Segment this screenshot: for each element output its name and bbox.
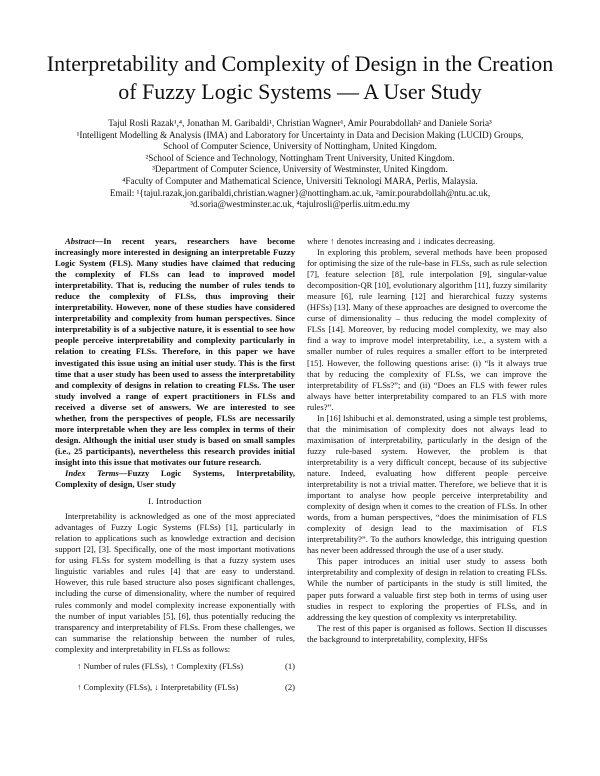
affiliation-4: ⁴Faculty of Computer and Mathematical Science, Universiti Teknologi MARA, Perlis, Malaysia.: [122, 175, 478, 186]
affiliation-1-school: School of Computer Science, University of Nottingham, United Kingdom.: [163, 141, 437, 152]
email-line-1: Email: ¹{tajul.razak,jon.garibaldi,christian.wagner}@nottingham.ac.uk, ²amir.pourabdollah@ntu.ac.uk,: [109, 187, 491, 198]
affiliation-1: ¹Intelligent Modelling & Analysis (IMA) and Laboratory for Uncertainty in Data and Decision Making (LUCID) Groups,: [76, 129, 524, 140]
affiliation-2: ²School of Science and Technology, Nottingham Trent University, United Kingdom.: [145, 152, 455, 163]
equation-1: [55, 661, 295, 672]
equation-2: [55, 682, 295, 693]
right-paragraph-2: In [16] Ishibuchi et al. demonstrated, using a simple test problems, that the minimisation of complexity does not always lead to maximisation of interpretability, particularly in the design of the fuzzy rule-based system. However, the problem is that interpretability is a very difficult concept, because of its subjective nature. Indeed, evaluating how different people perceive interpretability is not a trivial matter. Therefore, we believe that it is important to analyse how people perceive interpretability and complexity of design when it comes to the creation of FLSs. In other words, from a human perspectives, “does the minimisation of FLS complexity of design lead to the maximisation of FLS interpretability?”. To the authors knowledge, this intriguing question has never been addressed through the use of a user study.: [307, 412, 547, 556]
abstract-text: —In recent years, researchers have become increasingly more interested in designing an interpretable Fuzzy Logic System (FLS). Many studies have claimed that reducing the complexity of FLSs can lead to improved model interpretability. That is, reducing the number of rules tends to reduce the complexity of FLSs, thus improving their interpretability. However, none of these studies have considered interpretability and complexity from human perspectives. Since interpretability is of a subjective nature, it is essential to see how people perceive interpretability and complexity particularly in relation to creating FLSs. Therefore, in this paper we have investigated this issue using an initial user study. This is the first time that a user study has been used to assess the interpretability and complexity of designs in relation to creating FLSs. The user study involved a range of expert practitioners in FLSs and received a diverse set of answers. We are interested to see whether, from the perspectives of people, FLSs are necessarily more interpretable when they are less complex in terms of their design. Although the initial user study is based on small samples (i.e., 25 participants), nevertheless this research provides initial insight into this issue that motivates our future research.: [55, 236, 295, 467]
left-column: [55, 236, 295, 703]
affiliation-3: ³Department of Computer Science, University of Westminster, United Kingdom.: [152, 164, 448, 175]
right-paragraph-4: The rest of this paper is organised as follows. Section II discusses the background to interpretability, complexity, HFSs: [307, 622, 547, 644]
equation-2-number: (2): [284, 681, 295, 692]
index-terms: [55, 468, 295, 490]
author-block: [55, 118, 545, 211]
abstract: [55, 236, 295, 468]
abstract-label: Abstract: [65, 236, 95, 246]
section-heading-introduction: I. Introduction: [148, 496, 202, 507]
right-paragraph-1: In exploring this problem, several methods have been proposed for optimising the size of the rule-base in FLSs, such as rule selection [7], feature selection [8], rule interpolation [9], singular-value decomposition-QR [10], evolutionary algorithm [11], fuzzy similarity measure [6], rule learning [12] and hierarchical fuzzy systems (HFSs) [13]. Many of these approaches are designed to overcome the curse of dimensionality – thus reducing the model complexity of FLSs [14]. Moreover, by reducing model complexity, we may also find a way to improve model interpretability, i.e., a system with a smaller number of rules requires a smaller effort to be interpreted [15]. However, the following questions arise: (i) “Is it always true that by reducing the complexity of FLSs, we can improve the interpretability of FLSs?”; and (ii) “Does an FLS with fewer rules always have better interpretability compared to an FLS with more rules?”.: [307, 247, 547, 412]
author-names: Tajul Rosli Razak¹,⁴, Jonathan M. Garibaldi¹, Christian Wagner¹, Amir Pourabdollah² and Daniele Soria³: [108, 118, 492, 128]
intro-paragraph-1: Interpretability is acknowledged as one of the most appreciated advantages of Fuzzy Logic Systems (FLSs) [1], particularly in relation to applications such as knowledge extraction and decision support [2], [3]. Specifically, one of the most important motivations for using FLSs for system modelling is that a fuzzy system uses linguistic variables and rules [4] that are easy to understand. However, this rule based structure also poses significant challenges, including the curse of dimensionality, where the number of required rules commonly and model complexity increase exponentially with the number of input variables [5], [6], thus potentially reducing the transparency and interpretability of FLSs. From these challenges, we can summarise the relationship between the number of rules, complexity and interpretability in FLSs as follows:: [55, 511, 295, 654]
paper-title: Interpretability and Complexity of Design in the Creation of Fuzzy Logic Systems — A User Study: [46, 51, 554, 104]
right-paragraph-3: This paper introduces an initial user study to assess both interpretability and complexity of design in relation to creating FLSs. While the number of participants in the study is still limited, the paper puts forward a valuable first step both in terms of using user studies in respect to exploring the properties of FLSs, and in addressing the key question of complexity vs interpretability.: [307, 556, 547, 622]
equation-1-number: (1): [284, 660, 295, 671]
equation-1-text: ↑ Number of rules (FLSs), ↑ Complexity (FLSs): [77, 660, 244, 671]
email-line-2: ³d.soria@westminster.ac.uk, ⁴tajulrosli@perlis.uitm.edu.my: [190, 199, 410, 210]
index-terms-text: —Fuzzy Logic Systems, Interpretability, Complexity of design, User study: [55, 467, 295, 490]
equation-2-text: ↑ Complexity (FLSs), ↓ Interpretability (FLSs): [77, 681, 239, 692]
index-terms-label: Index Terms: [65, 467, 119, 478]
right-paragraph-0: where ↑ denotes increasing and ↓ indicates decreasing.: [307, 236, 496, 246]
right-column: [307, 236, 547, 645]
